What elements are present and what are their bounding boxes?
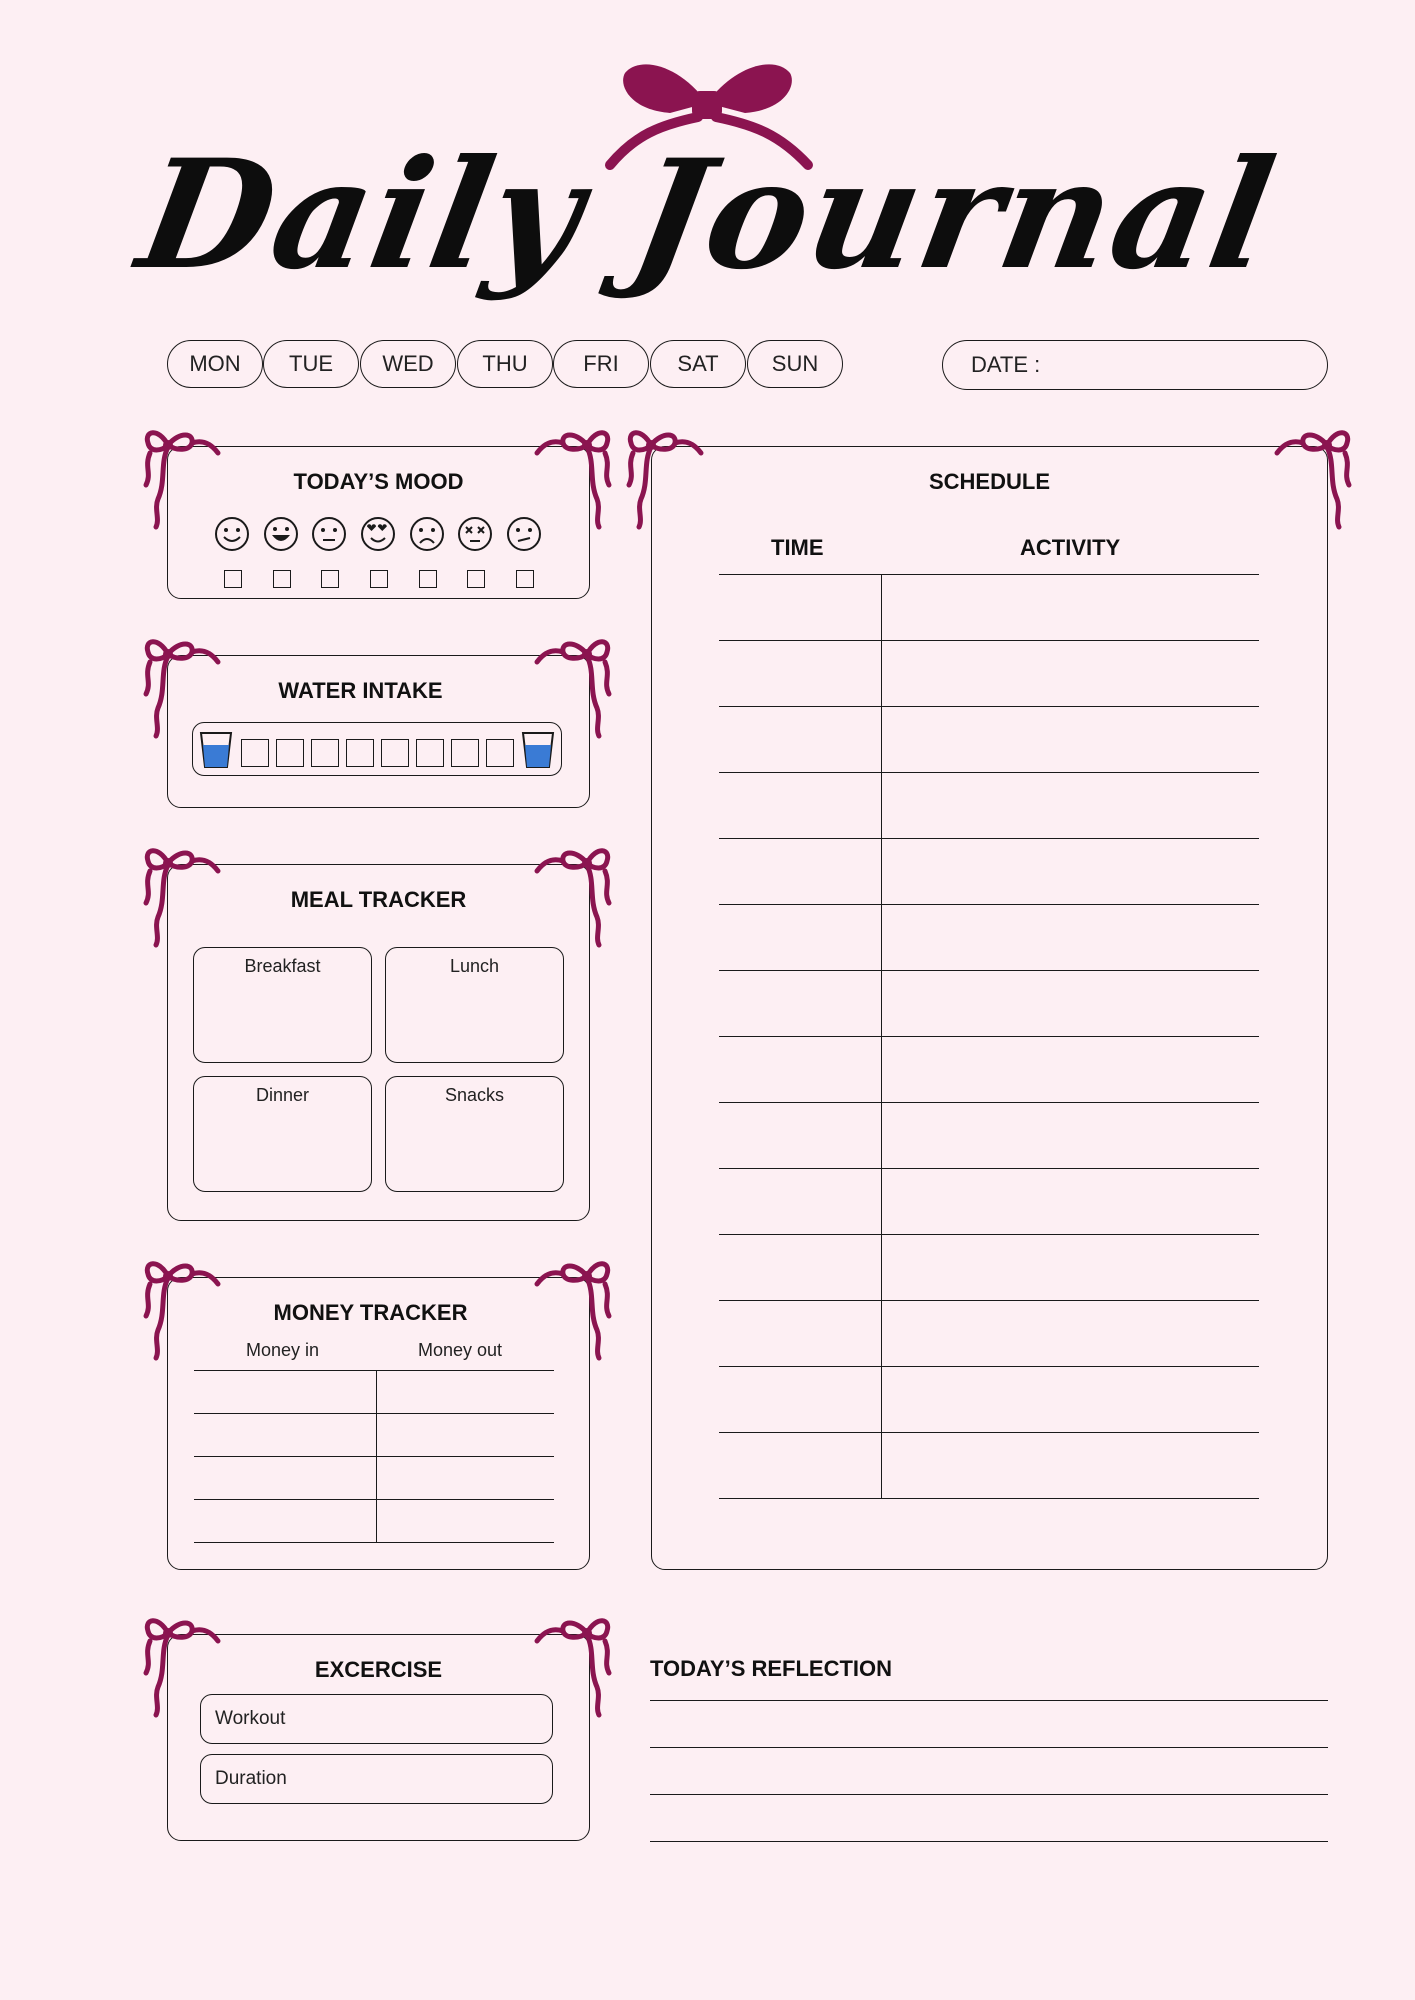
money-divider <box>376 1370 377 1542</box>
schedule-column-divider <box>881 574 882 1498</box>
mood-checkbox[interactable] <box>321 570 339 588</box>
reflection-line[interactable] <box>650 1841 1328 1842</box>
water-checkbox[interactable] <box>276 739 304 767</box>
reflection-line[interactable] <box>650 1700 1328 1701</box>
day-sat[interactable]: SAT <box>650 340 746 388</box>
breakfast-box[interactable] <box>193 947 372 1063</box>
dinner-box[interactable] <box>193 1076 372 1192</box>
schedule-row-line[interactable] <box>719 1234 1259 1235</box>
mood-checkbox[interactable] <box>370 570 388 588</box>
day-thu[interactable]: THU <box>457 340 553 388</box>
mood-checkbox[interactable] <box>224 570 242 588</box>
mood-checkbox[interactable] <box>467 570 485 588</box>
ribbon-bow-icon <box>623 423 723 533</box>
dizzy-icon[interactable] <box>456 515 494 553</box>
snacks-box[interactable] <box>385 1076 564 1192</box>
activity-header: ACTIVITY <box>1020 535 1121 560</box>
schedule-row-line[interactable] <box>719 838 1259 839</box>
reflection-line[interactable] <box>650 1747 1328 1748</box>
duration-field[interactable]: Duration <box>200 1754 553 1804</box>
water-checkbox[interactable] <box>311 739 339 767</box>
ribbon-bow-icon <box>515 632 615 742</box>
schedule-row-line[interactable] <box>719 706 1259 707</box>
mood-checkbox[interactable] <box>273 570 291 588</box>
ribbon-bow-icon <box>515 841 615 951</box>
date-field[interactable]: DATE : <box>942 340 1328 390</box>
schedule-row-line[interactable] <box>719 772 1259 773</box>
reflection-line[interactable] <box>650 1794 1328 1795</box>
schedule-row-line[interactable] <box>719 1036 1259 1037</box>
day-wed[interactable]: WED <box>360 340 456 388</box>
money-title: MONEY TRACKER <box>273 1300 468 1325</box>
breakfast-label: Breakfast <box>244 956 321 976</box>
ribbon-bow-icon <box>140 1611 240 1721</box>
money-rule <box>194 1499 554 1500</box>
schedule-row-line[interactable] <box>719 1432 1259 1433</box>
schedule-row-line <box>719 574 1259 575</box>
page-title: Daily Journal <box>127 127 1288 303</box>
schedule-row-line[interactable] <box>719 1366 1259 1367</box>
schedule-row-line[interactable] <box>719 904 1259 905</box>
schedule-title: SCHEDULE <box>928 469 1050 494</box>
ribbon-bow-icon <box>515 423 615 533</box>
schedule-card <box>651 446 1328 1570</box>
time-header: TIME <box>771 535 824 560</box>
lunch-label: Lunch <box>449 956 500 976</box>
reflection-title: TODAY’S REFLECTION <box>650 1656 893 1681</box>
meal-title: MEAL TRACKER <box>290 887 467 912</box>
water-checkbox[interactable] <box>241 739 269 767</box>
day-fri[interactable]: FRI <box>553 340 649 388</box>
schedule-row-line[interactable] <box>719 1300 1259 1301</box>
money-rule <box>194 1370 554 1371</box>
water-tracker <box>192 722 562 776</box>
ribbon-bow-icon <box>140 632 240 742</box>
sad-icon[interactable] <box>408 515 446 553</box>
money-rule <box>194 1413 554 1414</box>
exercise-title: EXCERCISE <box>314 1657 443 1682</box>
snacks-label: Snacks <box>444 1085 505 1105</box>
water-checkbox[interactable] <box>486 739 514 767</box>
mood-checkbox[interactable] <box>419 570 437 588</box>
ribbon-bow-icon <box>140 841 240 951</box>
mood-checkbox[interactable] <box>516 570 534 588</box>
mood-title: TODAY’S MOOD <box>293 469 464 494</box>
money-rule <box>194 1456 554 1457</box>
workout-field[interactable]: Workout <box>200 1694 553 1744</box>
lunch-box[interactable] <box>385 947 564 1063</box>
schedule-row-line[interactable] <box>719 1168 1259 1169</box>
ribbon-bow-icon <box>140 423 240 533</box>
water-checkbox[interactable] <box>416 739 444 767</box>
ribbon-bow-icon <box>1255 423 1355 533</box>
love-icon[interactable] <box>359 515 397 553</box>
dinner-label: Dinner <box>255 1085 310 1105</box>
grin-icon[interactable] <box>262 515 300 553</box>
schedule-row-line[interactable] <box>719 1498 1259 1499</box>
money-rule <box>194 1542 554 1543</box>
schedule-row-line[interactable] <box>719 640 1259 641</box>
schedule-row-line[interactable] <box>719 1102 1259 1103</box>
ribbon-bow-icon <box>515 1254 615 1364</box>
day-mon[interactable]: MON <box>167 340 263 388</box>
ribbon-bow-icon <box>140 1254 240 1364</box>
day-sun[interactable]: SUN <box>747 340 843 388</box>
money-out-label: Money out <box>418 1340 503 1360</box>
neutral-icon[interactable] <box>310 515 348 553</box>
ribbon-bow-icon <box>515 1611 615 1721</box>
schedule-row-line[interactable] <box>719 970 1259 971</box>
day-tue[interactable]: TUE <box>263 340 359 388</box>
water-checkbox[interactable] <box>346 739 374 767</box>
water-checkbox[interactable] <box>451 739 479 767</box>
money-in-label: Money in <box>246 1340 320 1360</box>
water-checkbox[interactable] <box>381 739 409 767</box>
water-title: WATER INTAKE <box>278 678 443 703</box>
